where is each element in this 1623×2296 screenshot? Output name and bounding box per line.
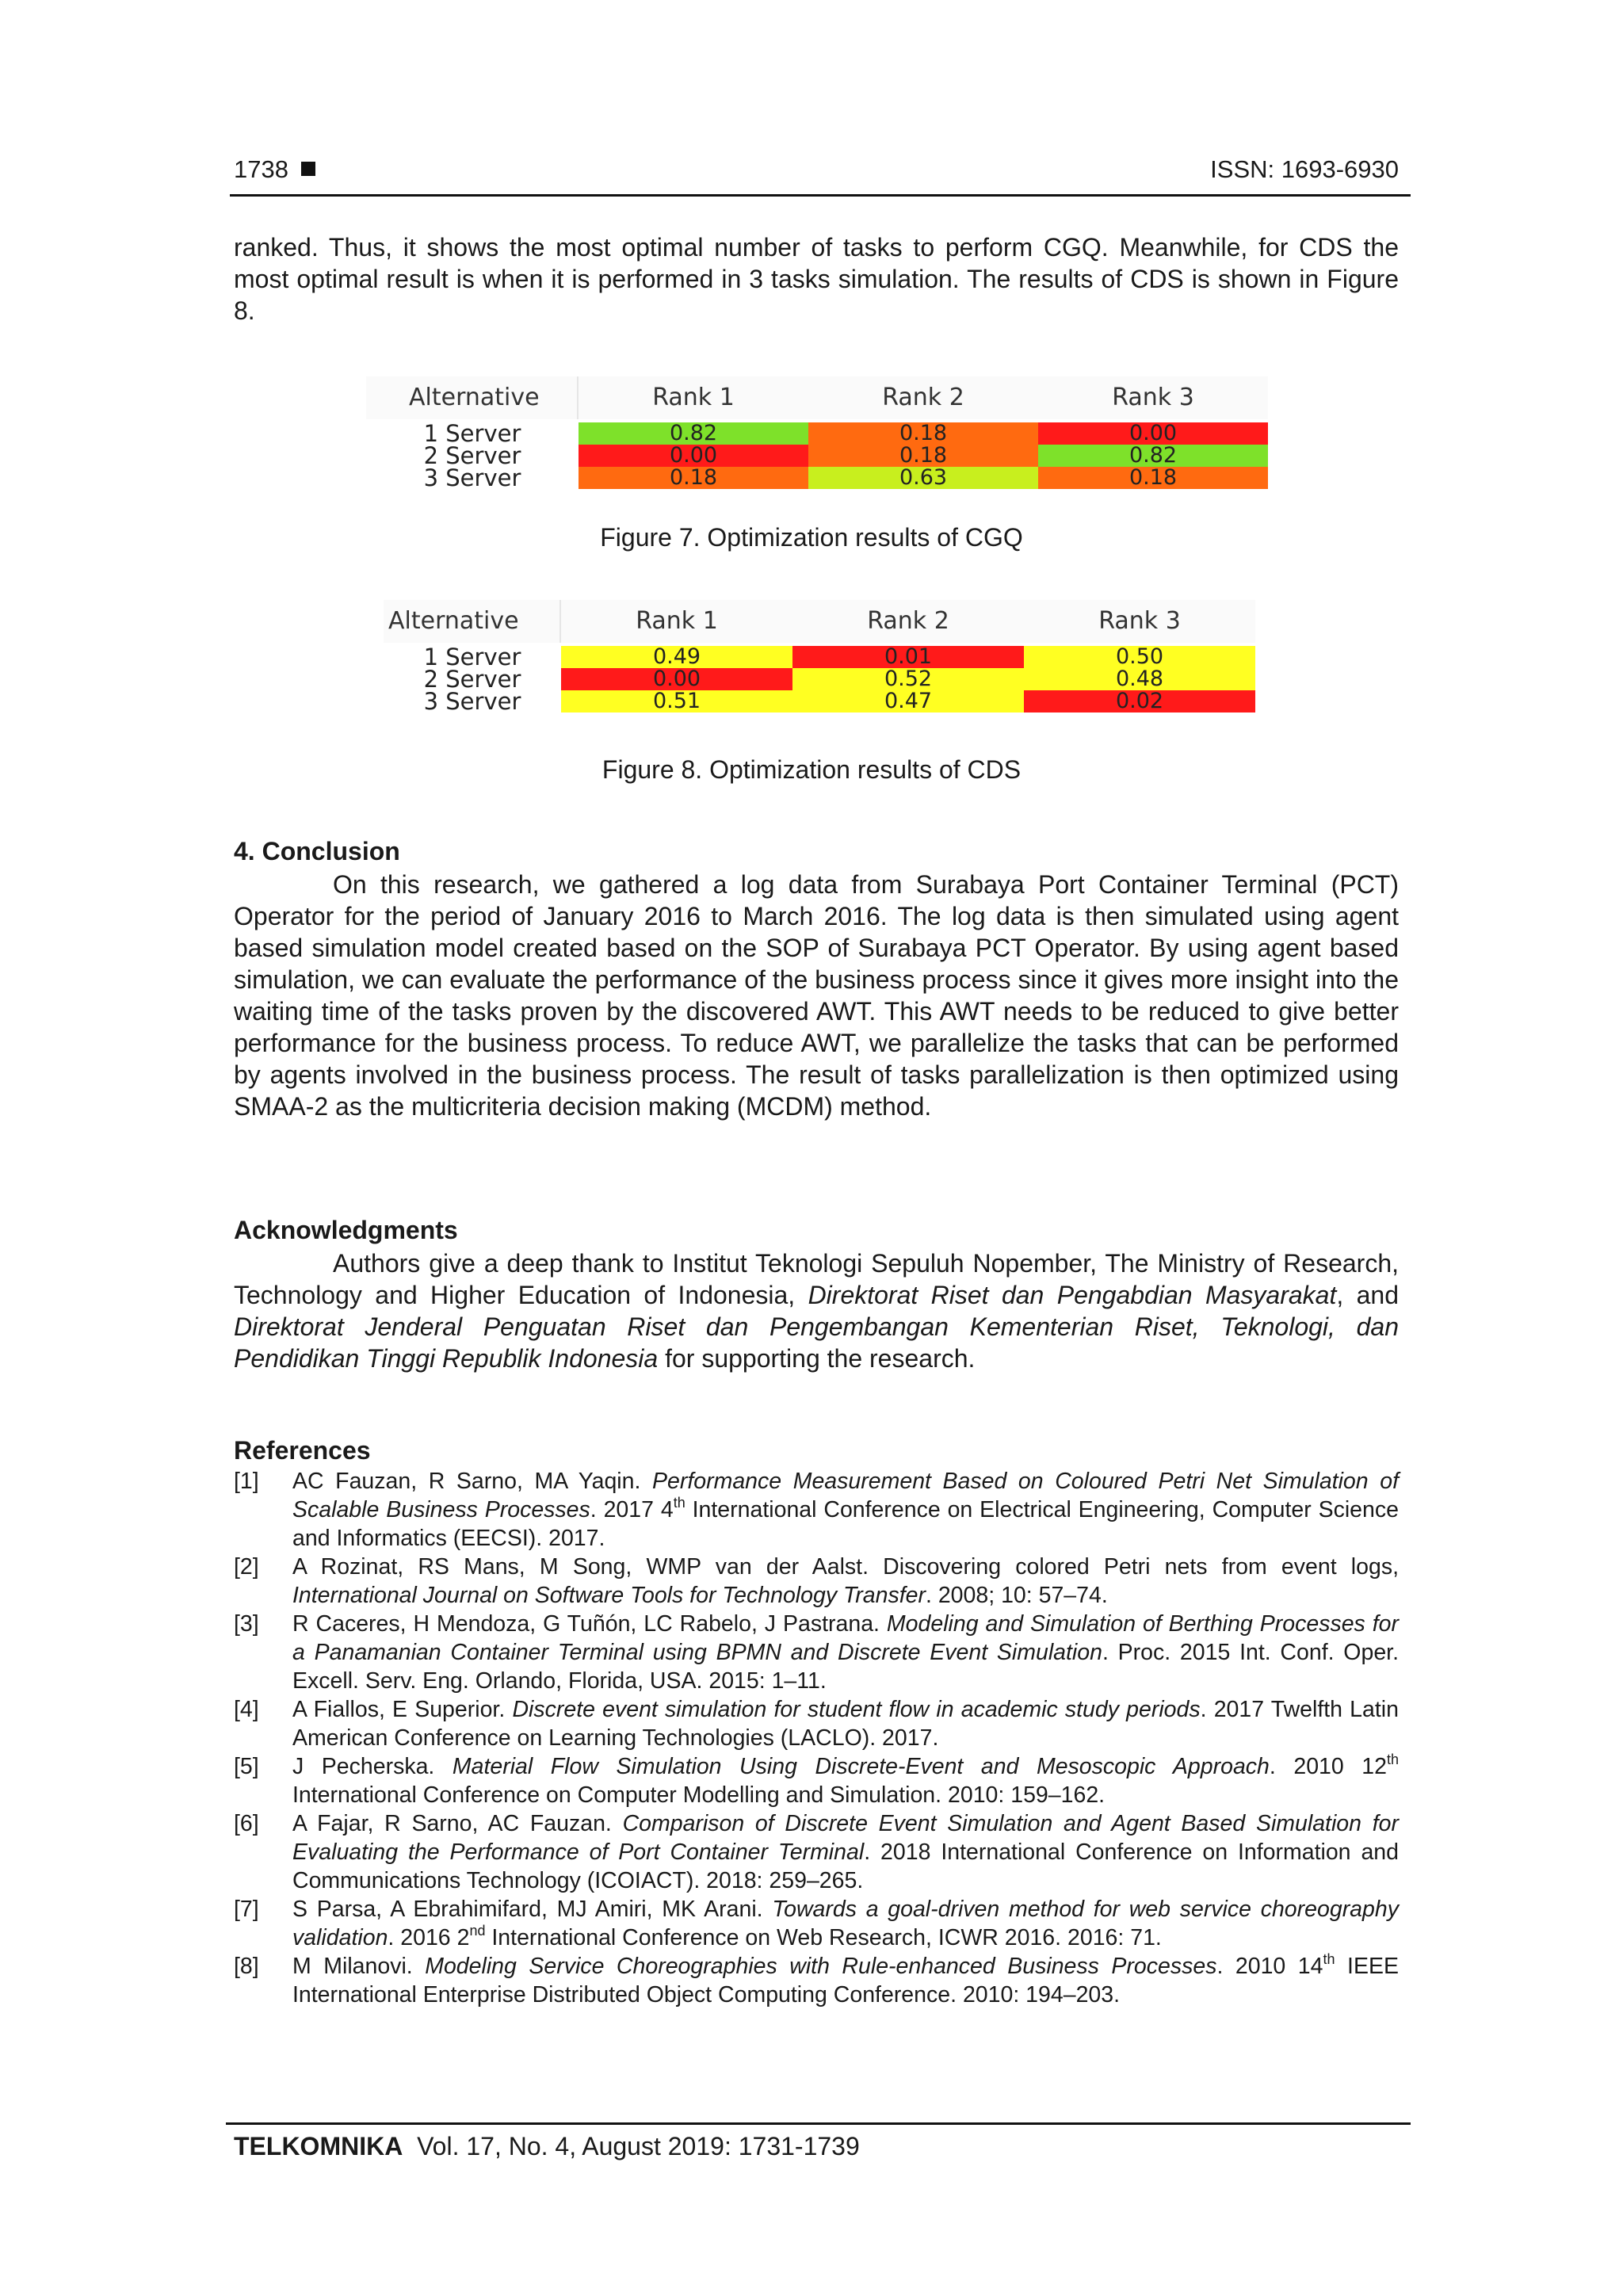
reference-details: . 2017 Twelfth Latin American Conference on Learning Technologies (LACLO). 2017.	[292, 1697, 1399, 1751]
reference-venue: International Conference on Computer Modelling and Simulation. 2010: 159–162.	[292, 1782, 1106, 1808]
reference-title: Material Flow Simulation Using Discrete-Event and Mesoscopic Approach	[452, 1754, 1270, 1779]
table-cell: 0.18	[808, 445, 1038, 467]
reference-title: Discrete event simulation for student flow in academic study periods	[512, 1697, 1201, 1722]
conclusion-text: On this research, we gathered a log data from Surabaya Port Container Terminal (PCT) Operator for the period of January 2016 to March 2016. The log data is then simulated using agent based simulation model created based on the SOP of Surabaya PCT Operator. By using agent based simulation, we can evaluate the performance of the business process since it gives more insight into the waiting time of the tasks proven by the discovered AWT. This AWT needs to be reduced to give better performance for the business process. To reduce AWT, we parallelize the tasks that can be performed by agents involved in the business process. The result of tasks parallelization is then optimized using SMAA-2 as the multicriteria decision making (MCDM) method.	[234, 870, 1399, 1121]
reference-text	[292, 1809, 1399, 1895]
reference-venue: IEEE International Enterprise Distributed Object Computing Conference. 2010: 194–203.	[292, 1954, 1399, 2008]
reference-title: Comparison of Discrete Event Simulation and Agent Based Simulation for Evaluating the Performance of Port Container Terminal	[292, 1811, 1399, 1865]
reference-item	[234, 1467, 1399, 1553]
reference-details: . 2018 International Conference on Information and Communications Technology (ICOIACT). 2018: 259–265.	[292, 1839, 1399, 1893]
reference-number: [8]	[234, 1954, 259, 1979]
page-number: 1738	[234, 155, 288, 183]
reference-title: Modeling and Simulation of Berthing Processes for a Panamanian Container Terminal using BPMN and Discrete Event Simulation	[292, 1611, 1399, 1665]
reference-item	[234, 1895, 1399, 1952]
table-cell: 0.82	[579, 422, 808, 445]
reference-text	[292, 1467, 1399, 1553]
reference-text	[292, 1952, 1399, 2009]
figure-7-table	[366, 376, 1268, 491]
intro-paragraph: ranked. Thus, it shows the most optimal number of tasks to perform CGQ. Meanwhile, for CDS the most optimal result is when it is performed in 3 tasks simulation. The results of CDS is shown in Figure 8.	[234, 233, 1399, 325]
reference-text	[292, 1695, 1399, 1752]
journal-name: TELKOMNIKA	[234, 2132, 403, 2160]
figure-8-caption: Figure 8. Optimization results of CDS	[601, 755, 1022, 784]
table-cell: 0.00	[579, 445, 808, 467]
table-cell: 0.00	[561, 668, 792, 690]
reference-text	[292, 1895, 1399, 1952]
column-header-rank-2: Rank 2	[792, 600, 1025, 643]
reference-title: Towards a goal-driven method for web service choreography validation	[292, 1897, 1399, 1950]
reference-title: International Journal on Software Tools for Technology Transfer	[292, 1583, 926, 1608]
acknowledgments-text	[234, 1247, 1399, 1374]
column-header-rank-1: Rank 1	[579, 376, 810, 419]
row-label: 1 Server	[423, 644, 521, 670]
table-cell: 0.63	[808, 467, 1038, 489]
reference-authors: M Milanovi.	[292, 1954, 426, 1979]
black-square-icon	[301, 162, 315, 176]
reference-text	[292, 1553, 1399, 1610]
reference-details: . 2010 12	[1269, 1754, 1387, 1779]
column-header-rank-3: Rank 3	[1038, 376, 1268, 419]
reference-venue: International Conference on Web Research, ICWR 2016. 2016: 71.	[485, 1925, 1162, 1950]
reference-details: . 2016 2	[388, 1925, 470, 1950]
reference-item	[234, 1695, 1399, 1752]
table-cell: 0.48	[1024, 668, 1255, 690]
figure-7-caption: Figure 7. Optimization results of CGQ	[600, 523, 1023, 552]
column-header-rank-2: Rank 2	[808, 376, 1040, 419]
reference-authors: A Fajar, R Sarno, AC Fauzan.	[292, 1811, 623, 1836]
reference-number: [6]	[234, 1811, 259, 1836]
table-cell: 0.51	[561, 690, 792, 712]
reference-number: [4]	[234, 1697, 259, 1722]
reference-authors: R Caceres, H Mendoza, G Tuñón, LC Rabelo, J Pastrana.	[292, 1611, 887, 1637]
reference-text	[292, 1610, 1399, 1695]
footer	[234, 2132, 860, 2161]
table-cell: 0.49	[561, 646, 792, 668]
reference-superscript: th	[1323, 1951, 1335, 1967]
reference-details: . 2017 4	[590, 1497, 674, 1522]
ack-italic-2: Direktorat Jenderal Penguatan Riset dan Pengembangan Kementerian Riset, Teknologi, dan Pendidikan Tinggi Republik Indonesia	[234, 1312, 1399, 1373]
reference-authors: A Rozinat, RS Mans, M Song, WMP van der Aalst. Discovering colored Petri nets from event logs,	[292, 1554, 1399, 1580]
reference-superscript: nd	[469, 1923, 486, 1939]
column-header-alternative: Alternative	[366, 376, 579, 419]
table-cell: 0.01	[792, 646, 1024, 668]
reference-venue: International Conference on Electrical Engineering, Computer Science and Informatics (EECSI). 2017.	[292, 1497, 1399, 1551]
table-cell: 0.82	[1038, 445, 1268, 467]
column-header-alternative: Alternative	[384, 600, 561, 643]
row-label: 2 Server	[423, 442, 521, 469]
row-label: 3 Server	[423, 464, 521, 491]
reference-authors: J Pecherska.	[292, 1754, 453, 1779]
table-cell: 0.18	[808, 422, 1038, 445]
reference-superscript: th	[673, 1495, 685, 1511]
table-cell: 0.18	[1038, 467, 1268, 489]
reference-item	[234, 1752, 1399, 1809]
table-cell: 0.02	[1024, 690, 1255, 712]
header-rule	[230, 194, 1411, 197]
reference-details: . 2010 14	[1216, 1954, 1323, 1979]
references-title: References	[234, 1436, 371, 1465]
issn: ISSN: 1693-6930	[1210, 155, 1399, 183]
reference-authors: AC Fauzan, R Sarno, MA Yaqin.	[292, 1469, 652, 1494]
references-list	[234, 1467, 1399, 2009]
column-header-rank-1: Rank 1	[561, 600, 794, 643]
conclusion-title: 4. Conclusion	[234, 837, 400, 865]
reference-details: . 2008; 10: 57–74.	[926, 1583, 1108, 1608]
footer-rule	[226, 2122, 1411, 2125]
reference-number: [3]	[234, 1611, 259, 1637]
reference-number: [2]	[234, 1554, 259, 1580]
row-label: 3 Server	[423, 688, 521, 715]
reference-item	[234, 1553, 1399, 1610]
column-header-rank-3: Rank 3	[1024, 600, 1255, 643]
ack-text-1: Authors give a deep thank to Institut Teknologi Sepuluh Nopember, The Ministry of Research, Technology and Higher Education of Indonesia,	[234, 1249, 1399, 1309]
reference-number: [1]	[234, 1469, 259, 1494]
page-header-left	[234, 155, 315, 184]
table-cell: 0.50	[1024, 646, 1255, 668]
reference-details: . Proc. 2015 Int. Conf. Oper. Excell. Serv. Eng. Orlando, Florida, USA. 2015: 1–11.	[292, 1640, 1400, 1694]
reference-superscript: th	[1386, 1752, 1399, 1767]
reference-item	[234, 1952, 1399, 2009]
reference-title: Modeling Service Choreographies with Rule-enhanced Business Processes	[425, 1954, 1217, 1979]
table-cell: 0.18	[579, 467, 808, 489]
reference-number: [7]	[234, 1897, 259, 1922]
figure-8-table	[384, 600, 1255, 719]
acknowledgments-title: Acknowledgments	[234, 1216, 458, 1244]
ack-text-3: for supporting the research.	[658, 1344, 976, 1373]
row-label: 2 Server	[423, 666, 521, 693]
reference-authors: S Parsa, A Ebrahimifard, MJ Amiri, MK Arani.	[292, 1897, 773, 1922]
table-cell: 0.00	[1038, 422, 1268, 445]
table-cell: 0.52	[792, 668, 1024, 690]
reference-number: [5]	[234, 1754, 259, 1779]
journal-issue: Vol. 17, No. 4, August 2019: 1731-1739	[417, 2132, 860, 2160]
ack-italic-1: Direktorat Riset dan Pengabdian Masyarakat	[808, 1281, 1337, 1309]
reference-item	[234, 1610, 1399, 1695]
ack-text-2: , and	[1336, 1281, 1400, 1309]
reference-title: Performance Measurement Based on Coloured Petri Net Simulation of Scalable Business Processes	[292, 1469, 1399, 1522]
table-cell: 0.47	[792, 690, 1024, 712]
reference-text	[292, 1752, 1399, 1809]
reference-item	[234, 1809, 1399, 1895]
reference-authors: A Fiallos, E Superior.	[292, 1697, 513, 1722]
row-label: 1 Server	[423, 420, 521, 447]
